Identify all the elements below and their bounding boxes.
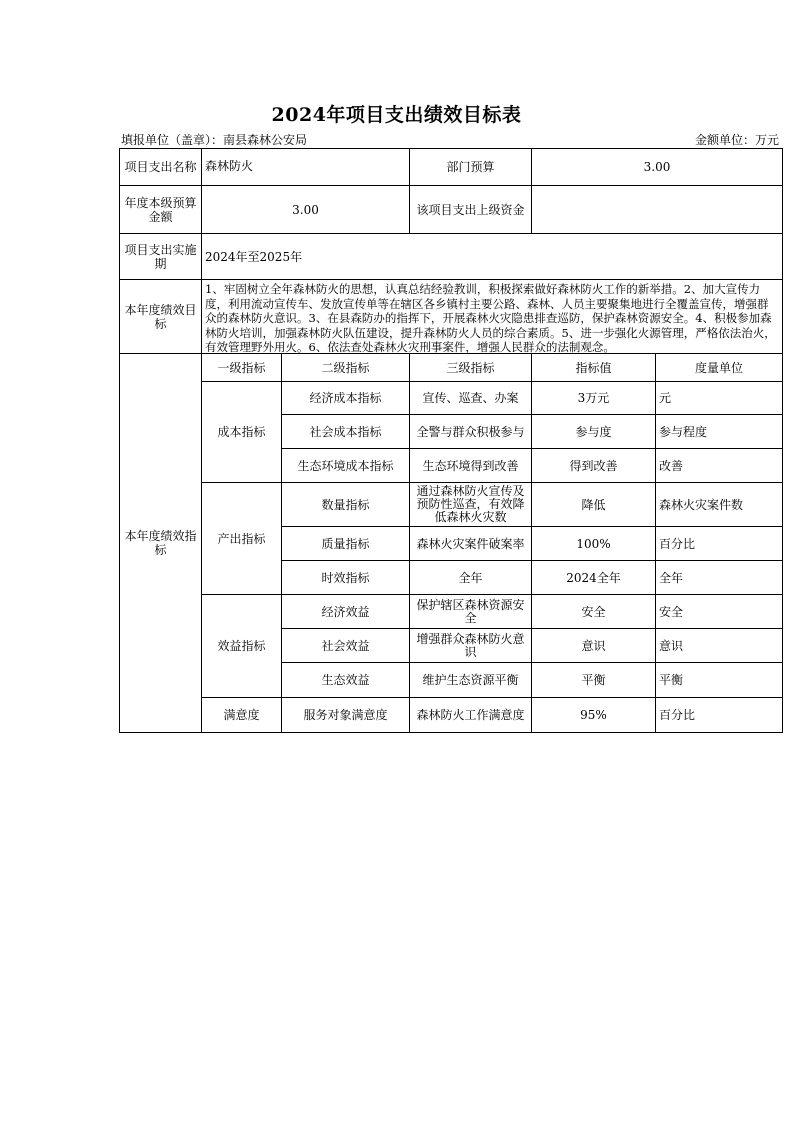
goal-label: 本年度绩效目标: [120, 280, 202, 354]
table-row-level3: 通过森林防火宣传及预防性巡查，有效降低森林火灾数: [410, 483, 532, 527]
table-row-level2: 质量指标: [282, 527, 410, 561]
table-row-unit: 安全: [656, 595, 782, 629]
col-header-level1: 一级指标: [202, 354, 282, 382]
performance-table: [119, 148, 783, 733]
level1-benefit: 效益指标: [202, 595, 282, 698]
table-row-level2: 经济效益: [282, 595, 410, 629]
table-row-level3: 维护生态资源平衡: [410, 663, 532, 698]
superior-funds-label: 该项目支出上级资金: [410, 186, 532, 234]
table-row-unit: 意识: [656, 629, 782, 663]
table-row-level2: 数量指标: [282, 483, 410, 527]
period-value: 2024年至2025年: [202, 234, 782, 280]
table-row-value: 2024全年: [532, 561, 656, 595]
level1-satisfaction: 满意度: [202, 698, 282, 732]
table-row-unit: 改善: [656, 449, 782, 483]
amount-unit: 金额单位：万元: [694, 133, 779, 147]
annual-budget-label: 年度本级预算金额: [120, 186, 202, 234]
table-row-level3: 生态环境得到改善: [410, 449, 532, 483]
dept-budget-value: 3.00: [532, 149, 782, 186]
dept-budget-label: 部门预算: [410, 149, 532, 186]
table-row-level2: 社会效益: [282, 629, 410, 663]
table-row-value: 得到改善: [532, 449, 656, 483]
col-header-level2: 二级指标: [282, 354, 410, 382]
level1-cost: 成本指标: [202, 382, 282, 483]
table-row-level2: 经济成本指标: [282, 382, 410, 415]
table-row-level3: 全年: [410, 561, 532, 595]
table-row-value: 降低: [532, 483, 656, 527]
table-row-unit: 森林火灾案件数: [656, 483, 782, 527]
reporting-unit: 填报单位（盖章）：南县森林公安局: [121, 133, 308, 147]
period-label: 项目支出实施期: [120, 234, 202, 280]
goal-text: 1、牢固树立全年森林防火的思想，认真总结经验教训，积极探索做好森林防火工作的新举措。2、加大宣传力度，利用流动宣传车、发放宣传单等在辖区各乡镇村主要公路、森林、人员主要聚集地进行全覆盖宣传，增强群众的森林防火意识。3、在县森防办的指挥下，开展森林火灾隐患排查巡防，保护森林资源安全。4、积极参加森林防火培训，加强森林防火队伍建设，提升森林防火人员的综合素质。5、进一步强化火源管理，严格依法治火，有效管理野外用火。6、依法查处森林火灾刑事案件，增强人民群众的法制观念。: [202, 280, 782, 354]
table-row-value: 3万元: [532, 382, 656, 415]
table-row-unit: 平衡: [656, 663, 782, 698]
indicator-section-label: 本年度绩效指标: [120, 354, 202, 732]
col-header-value: 指标值: [532, 354, 656, 382]
table-row-level3: 保护辖区森林资源安全: [410, 595, 532, 629]
table-row-level3: 宣传、巡查、办案: [410, 382, 532, 415]
col-header-level3: 三级指标: [410, 354, 532, 382]
annual-budget-value: 3.00: [202, 186, 410, 234]
table-row-unit: 全年: [656, 561, 782, 595]
table-row-level3: 增强群众森林防火意识: [410, 629, 532, 663]
level1-output: 产出指标: [202, 483, 282, 595]
table-row-unit: 参与程度: [656, 415, 782, 449]
table-row-unit: 百分比: [656, 527, 782, 561]
table-row-value: 平衡: [532, 663, 656, 698]
table-row-level2: 服务对象满意度: [282, 698, 410, 732]
table-row-value: 95%: [532, 698, 656, 732]
table-row-level3: 森林防火工作满意度: [410, 698, 532, 732]
table-row-value: 100%: [532, 527, 656, 561]
table-row-level2: 生态效益: [282, 663, 410, 698]
project-name-label: 项目支出名称: [120, 149, 202, 186]
table-row-unit: 百分比: [659, 708, 696, 722]
table-row-value: 安全: [532, 595, 656, 629]
table-row-level3: 全警与群众积极参与: [410, 415, 532, 449]
page-title: 2024年项目支出绩效目标表: [271, 104, 522, 126]
table-row-level2: 生态环境成本指标: [282, 449, 410, 483]
table-row-level3: 森林火灾案件破案率: [410, 527, 532, 561]
table-row-level2: 时效指标: [282, 561, 410, 595]
project-name-value: 森林防火: [202, 149, 410, 186]
superior-funds-value: [532, 186, 782, 234]
table-row-value: 参与度: [532, 415, 656, 449]
table-row-value: 意识: [532, 629, 656, 663]
col-header-unit: 度量单位: [656, 354, 782, 382]
table-row-unit: 元: [656, 382, 782, 415]
table-row-level2: 社会成本指标: [282, 415, 410, 449]
